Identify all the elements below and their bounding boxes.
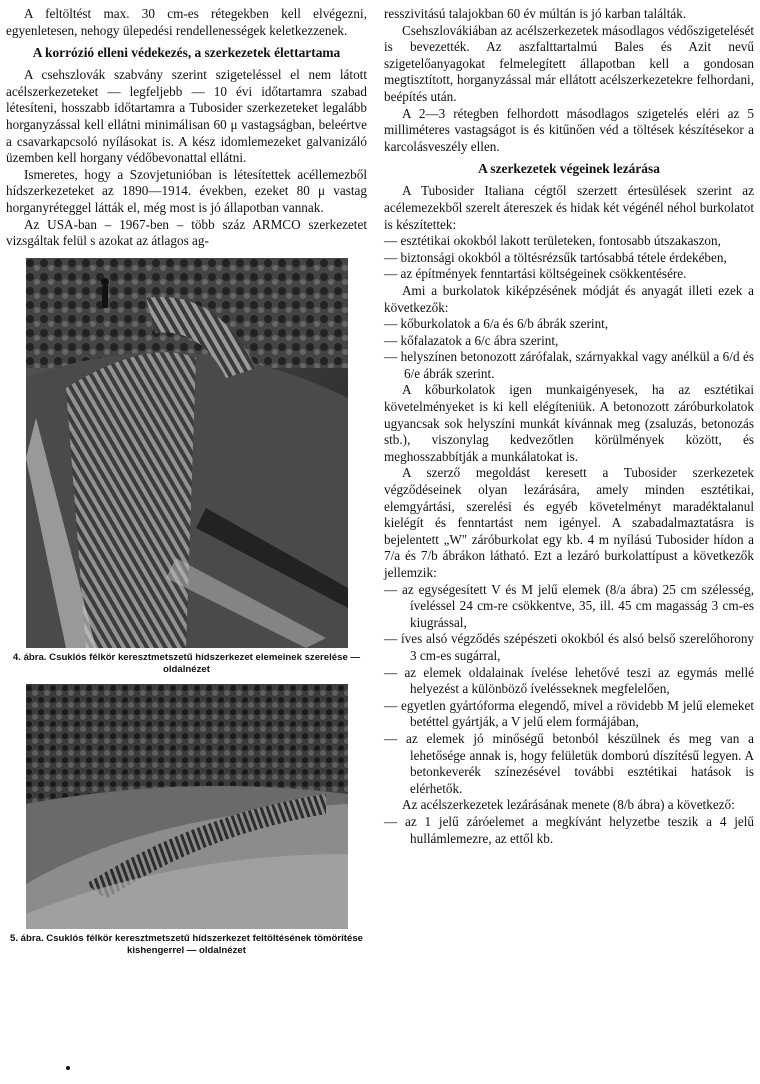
list-item: — biztonsági okokból a töltésrézsűk tartósabbá tétele érdekében,: [384, 250, 754, 267]
list-item: — íves alsó végződés szépészeti okokból és alsó belső szerelőhorony 3 cm-es sugárral,: [384, 631, 754, 664]
bridge-assembly-photo: [26, 258, 348, 648]
print-speck: [66, 1066, 70, 1070]
paragraph: A Tubosider Italiana cégtől szerzett értesülések szerint az acélemezekből szerelt átereszek és hidak két végénél néhol burkolatot is készítettek:: [384, 183, 754, 232]
paragraph: A csehszlovák szabvány szerint szigeteléssel el nem látott acélszerkezeteket — legfeljebb — 10 évi időtartamra szabad létesíteni, hosszabb időtartamra a Tubosider szerkezeteket legalább horganyzással kell ellátni minimálisan 60 μ vastagságban, beleértve a csavarkapcsoló nyílásokat is. A kész idomlemezeket galvanizáló üzemben kell horgany védőbevonattal ellátni.: [6, 67, 367, 166]
paragraph: resszivitású talajokban 60 év múltán is jó karban találták.: [384, 6, 687, 21]
features-list: [384, 582, 754, 798]
paragraph: Az acélszerkezetek lezárásának menete (8/b ábra) a következő:: [402, 797, 735, 813]
right-column: [384, 6, 754, 847]
bridge-compaction-photo: [26, 684, 348, 929]
paragraph: A feltöltést max. 30 cm-es rétegekben kell elvégezni, egyenletesen, nehogy ülepedési rendellenességek keletkezzenek.: [6, 6, 367, 38]
figure-4: [6, 258, 367, 676]
paragraph: Ismeretes, hogy a Szovjetunióban is létesítettek acéllemezből hídszerkezeteket az 1890—1914. években, ezeket 80 μ vastag horganyréteggel látták el, még most is jó állapotban vannak.: [6, 166, 367, 215]
list-item: — az építmények fenntartási költségeinek csökkentésére.: [384, 266, 754, 283]
section-heading-closure: A szerkezetek végeinek lezárása: [478, 161, 660, 177]
figure-5: [6, 684, 367, 957]
figure-5-caption: 5. ábra. Csuklós félkör keresztmetszetű hídszerkezet feltöltésének tömörítése kishengerrel — oldalnézet: [10, 932, 363, 956]
list-item: — esztétikai okokból lakott területeken, fontosabb útszakaszon,: [384, 233, 754, 250]
list-item: — helyszínen betonozott zárófalak, szárnyakkal vagy anélkül a 6/d és 6/e ábrák szerint.: [384, 349, 754, 382]
procedure-list: [384, 814, 754, 847]
paragraph: Az USA-ban – 1967-ben – több száz ARMCO szerkezetet vizsgáltak felül s azokat az átlagos ag-: [6, 216, 367, 249]
section-heading-corrosion: A korrózió elleni védekezés, a szerkezetek élettartama: [32, 45, 341, 61]
list-item: — az egységesített V és M jelű elemek (8/a ábra) 25 cm szélesség, íveléssel 24 cm-re csökkentve, 35, ill. 45 cm magasság 3 cm-es kiugrással,: [384, 582, 754, 632]
paragraph: Ami a burkolatok kiképzésének módját és anyagát illeti ezek a következők:: [384, 282, 754, 315]
cover-types-list: [384, 316, 754, 382]
left-column: [6, 6, 367, 957]
reasons-list: [384, 233, 754, 283]
paragraph: A 2—3 rétegben felhordott másodlagos szigetelés eléri az 5 milliméteres vastagságot is és kitűnően véd a töltések készítésekor a karcolásveszély ellen.: [384, 105, 754, 154]
list-item: — az elemek jó minőségű betonból készülnek és meg van a lehetősége annak is, hogy felületük domború díszítésű legyen. A betonkeverék színezésével további esztétikai hatások is elérhetők.: [384, 731, 754, 797]
figure-4-caption: 4. ábra. Csuklós félkör keresztmetszetű hídszerkezet elemeinek szerelése — oldalnézet: [12, 651, 361, 675]
list-item: — egyetlen gyártóforma elegendő, mivel a rövidebb M jelű elemeket betéttel gyártják, a V jelű elem formájában,: [384, 698, 754, 731]
list-item: — az 1 jelű záróelemet a megkívánt helyzetbe teszik a 4 jelű hullámlemezre, az ettől kb.: [384, 814, 754, 847]
list-item: — az elemek oldalainak ívelése lehetővé teszi az egymás mellé helyezést a különböző ívelésseknek megfelelően,: [384, 665, 754, 698]
paragraph: A szerző megoldást keresett a Tubosider szerkezetek végződéseinek olyan lezárására, amely minden esztétikai, elemgyártási, szerelési és egyéb követelményt maradéktalanul kielégít és fenntartást nem igényel. A szabadalmaztatásra is bejelentett „W" záróburkolat egy kb. 4 m nyílású Tubosider hídon a 7/a és 7/b ábrákon látható. Ezt a lezáró burkolattípust a következők jellemzik:: [384, 465, 754, 580]
paragraph: A kőburkolatok igen munkaigényesek, ha az esztétikai követelményeket is ki kell elégíteniük. A betonozott záróburkolatok ugyancsak sok helyszíni munkát kívánnak meg (zsaluzás, betonozás stb.), viszonylag kedvezőtlen körülmények között, és meghosszabbítják a munkálatokat is.: [384, 382, 754, 464]
list-item: — kőfalazatok a 6/c ábra szerint,: [384, 333, 754, 350]
paragraph: Csehszlovákiában az acélszerkezetek másodlagos védőszigetelését is bevezették. Az aszfalttartalmú Bales és Azit nevű szigetelőanyagokat felmelegített állapotban kell a gondosan megtisztított, horganyzással már ellátott acélszerkezetekre felhordani, beépítés után.: [384, 22, 754, 104]
list-item: — kőburkolatok a 6/a és 6/b ábrák szerint,: [384, 316, 754, 333]
